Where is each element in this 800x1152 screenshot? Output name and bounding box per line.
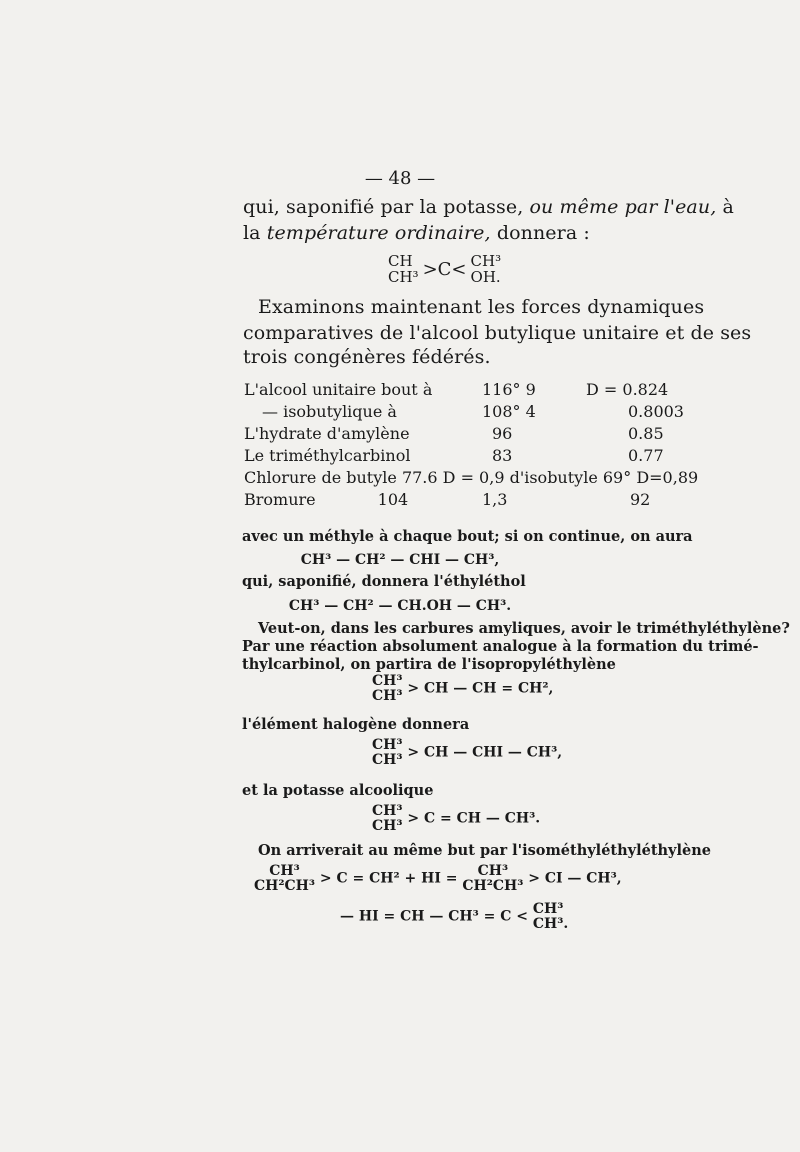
table-cell: L'alcool unitaire bout à bbox=[244, 379, 433, 399]
table-cell: 0.85 bbox=[628, 423, 664, 443]
formula-2: CH³ — CH² — CHI — CH³, bbox=[300, 552, 500, 568]
text-line: avec un méthyle à chaque bout; si on continue, on aura bbox=[242, 528, 693, 545]
paragraph-line-3: trois congénères fédérés. bbox=[243, 346, 491, 368]
text-line: On arriverait au même but par l'isométhyléthyléthylène bbox=[258, 842, 711, 859]
formula-term: CH³ bbox=[388, 267, 419, 286]
formula-term: > C = CH — CH³. bbox=[407, 810, 541, 827]
table-cell: 0.8003 bbox=[628, 401, 684, 421]
table-cell-text: Bromure bbox=[244, 489, 316, 509]
table-cell: 0.77 bbox=[628, 445, 664, 465]
intro-line-1 bbox=[243, 196, 734, 218]
formula-5 bbox=[372, 738, 562, 767]
formula-term: > CH — CHI — CH³, bbox=[407, 744, 563, 761]
formula-term: CH³. bbox=[532, 915, 569, 932]
formula-1 bbox=[388, 254, 501, 286]
table-cell bbox=[244, 488, 482, 510]
table-cell: 108° 4 bbox=[482, 401, 536, 421]
formula-8 bbox=[340, 902, 568, 931]
formula-4 bbox=[372, 674, 553, 703]
text-line: et la potasse alcoolique bbox=[242, 782, 434, 799]
table-row bbox=[244, 466, 780, 488]
intro-italic: température ordinaire, bbox=[266, 222, 491, 244]
text-line: Par une réaction absolument analogue à la formation du trimé- bbox=[242, 638, 759, 655]
formula-term: CH²CH³ bbox=[254, 877, 316, 894]
formula-term: CH²CH³ bbox=[462, 877, 524, 894]
formula-term: CH³ bbox=[477, 863, 509, 879]
formula-term: CH³ bbox=[372, 687, 403, 704]
formula-term: CH³ bbox=[269, 863, 300, 879]
intro-text: la bbox=[243, 222, 261, 244]
table-row bbox=[244, 400, 780, 422]
table-row bbox=[244, 488, 780, 510]
paragraph-line-1: Examinons maintenant les forces dynamiques bbox=[258, 296, 705, 318]
properties-table bbox=[244, 378, 780, 510]
table-cell: Le triméthylcarbinol bbox=[244, 445, 411, 465]
table-cell: — isobutylique à bbox=[262, 401, 397, 421]
text-line: Veut-on, dans les carbures amyliques, avoir le triméthyléthylène? bbox=[258, 620, 790, 637]
formula-3: CH³ — CH² — CH.OH — CH³. bbox=[288, 598, 512, 614]
formula-term: OH. bbox=[470, 267, 501, 286]
table-cell: L'hydrate d'amylène bbox=[244, 423, 410, 443]
formula-term: CH³ bbox=[372, 817, 403, 834]
table-cell: 1,3 bbox=[482, 489, 508, 509]
formula-term: CH³ bbox=[470, 252, 502, 270]
table-cell: 92 bbox=[630, 489, 651, 509]
page-number: — 48 — bbox=[364, 168, 436, 189]
formula-term: CH³ bbox=[532, 901, 564, 917]
table-cell: 96 bbox=[492, 423, 513, 443]
formula-term: > C = CH² + HI = bbox=[319, 870, 458, 887]
intro-text: qui, saponifié par la potasse, bbox=[243, 196, 524, 218]
formula-term: CH³ bbox=[372, 673, 403, 689]
formula-term: CH bbox=[388, 252, 413, 270]
formula-term: > CH — CH = CH², bbox=[407, 680, 554, 697]
formula-term: — HI = CH — CH³ = C < bbox=[340, 908, 528, 925]
formula-term: CH³ bbox=[372, 751, 403, 768]
text-line: l'élément halogène donnera bbox=[242, 716, 470, 733]
text-line: qui, saponifié, donnera l'éthyléthol bbox=[242, 573, 526, 590]
intro-text: donnera : bbox=[496, 222, 590, 244]
text-line: thylcarbinol, on partira de l'isopropyléthylène bbox=[242, 656, 616, 673]
formula-term: CH³ bbox=[372, 737, 403, 753]
table-row bbox=[244, 422, 780, 444]
paragraph-line-2: comparatives de l'alcool butylique unitaire et de ses bbox=[243, 322, 752, 344]
table-cell: 116° 9 bbox=[482, 379, 536, 399]
table-cell-text: 104 bbox=[377, 489, 409, 509]
intro-line-2 bbox=[243, 222, 590, 244]
formula-7 bbox=[254, 864, 622, 893]
formula-term: > CI — CH³, bbox=[528, 870, 622, 887]
table-cell: 83 bbox=[492, 445, 513, 465]
intro-italic: ou même par l'eau, bbox=[529, 196, 717, 218]
formula-term: CH³ bbox=[372, 803, 403, 819]
table-cell: Chlorure de butyle 77.6 D = 0,9 d'isobutyle 69° D=0,89 bbox=[244, 467, 699, 487]
table-row bbox=[244, 444, 780, 466]
formula-operator: >C< bbox=[422, 259, 467, 281]
intro-text: à bbox=[722, 196, 734, 218]
table-row bbox=[244, 378, 780, 400]
table-cell: D = 0.824 bbox=[586, 379, 669, 399]
formula-6 bbox=[372, 804, 540, 833]
